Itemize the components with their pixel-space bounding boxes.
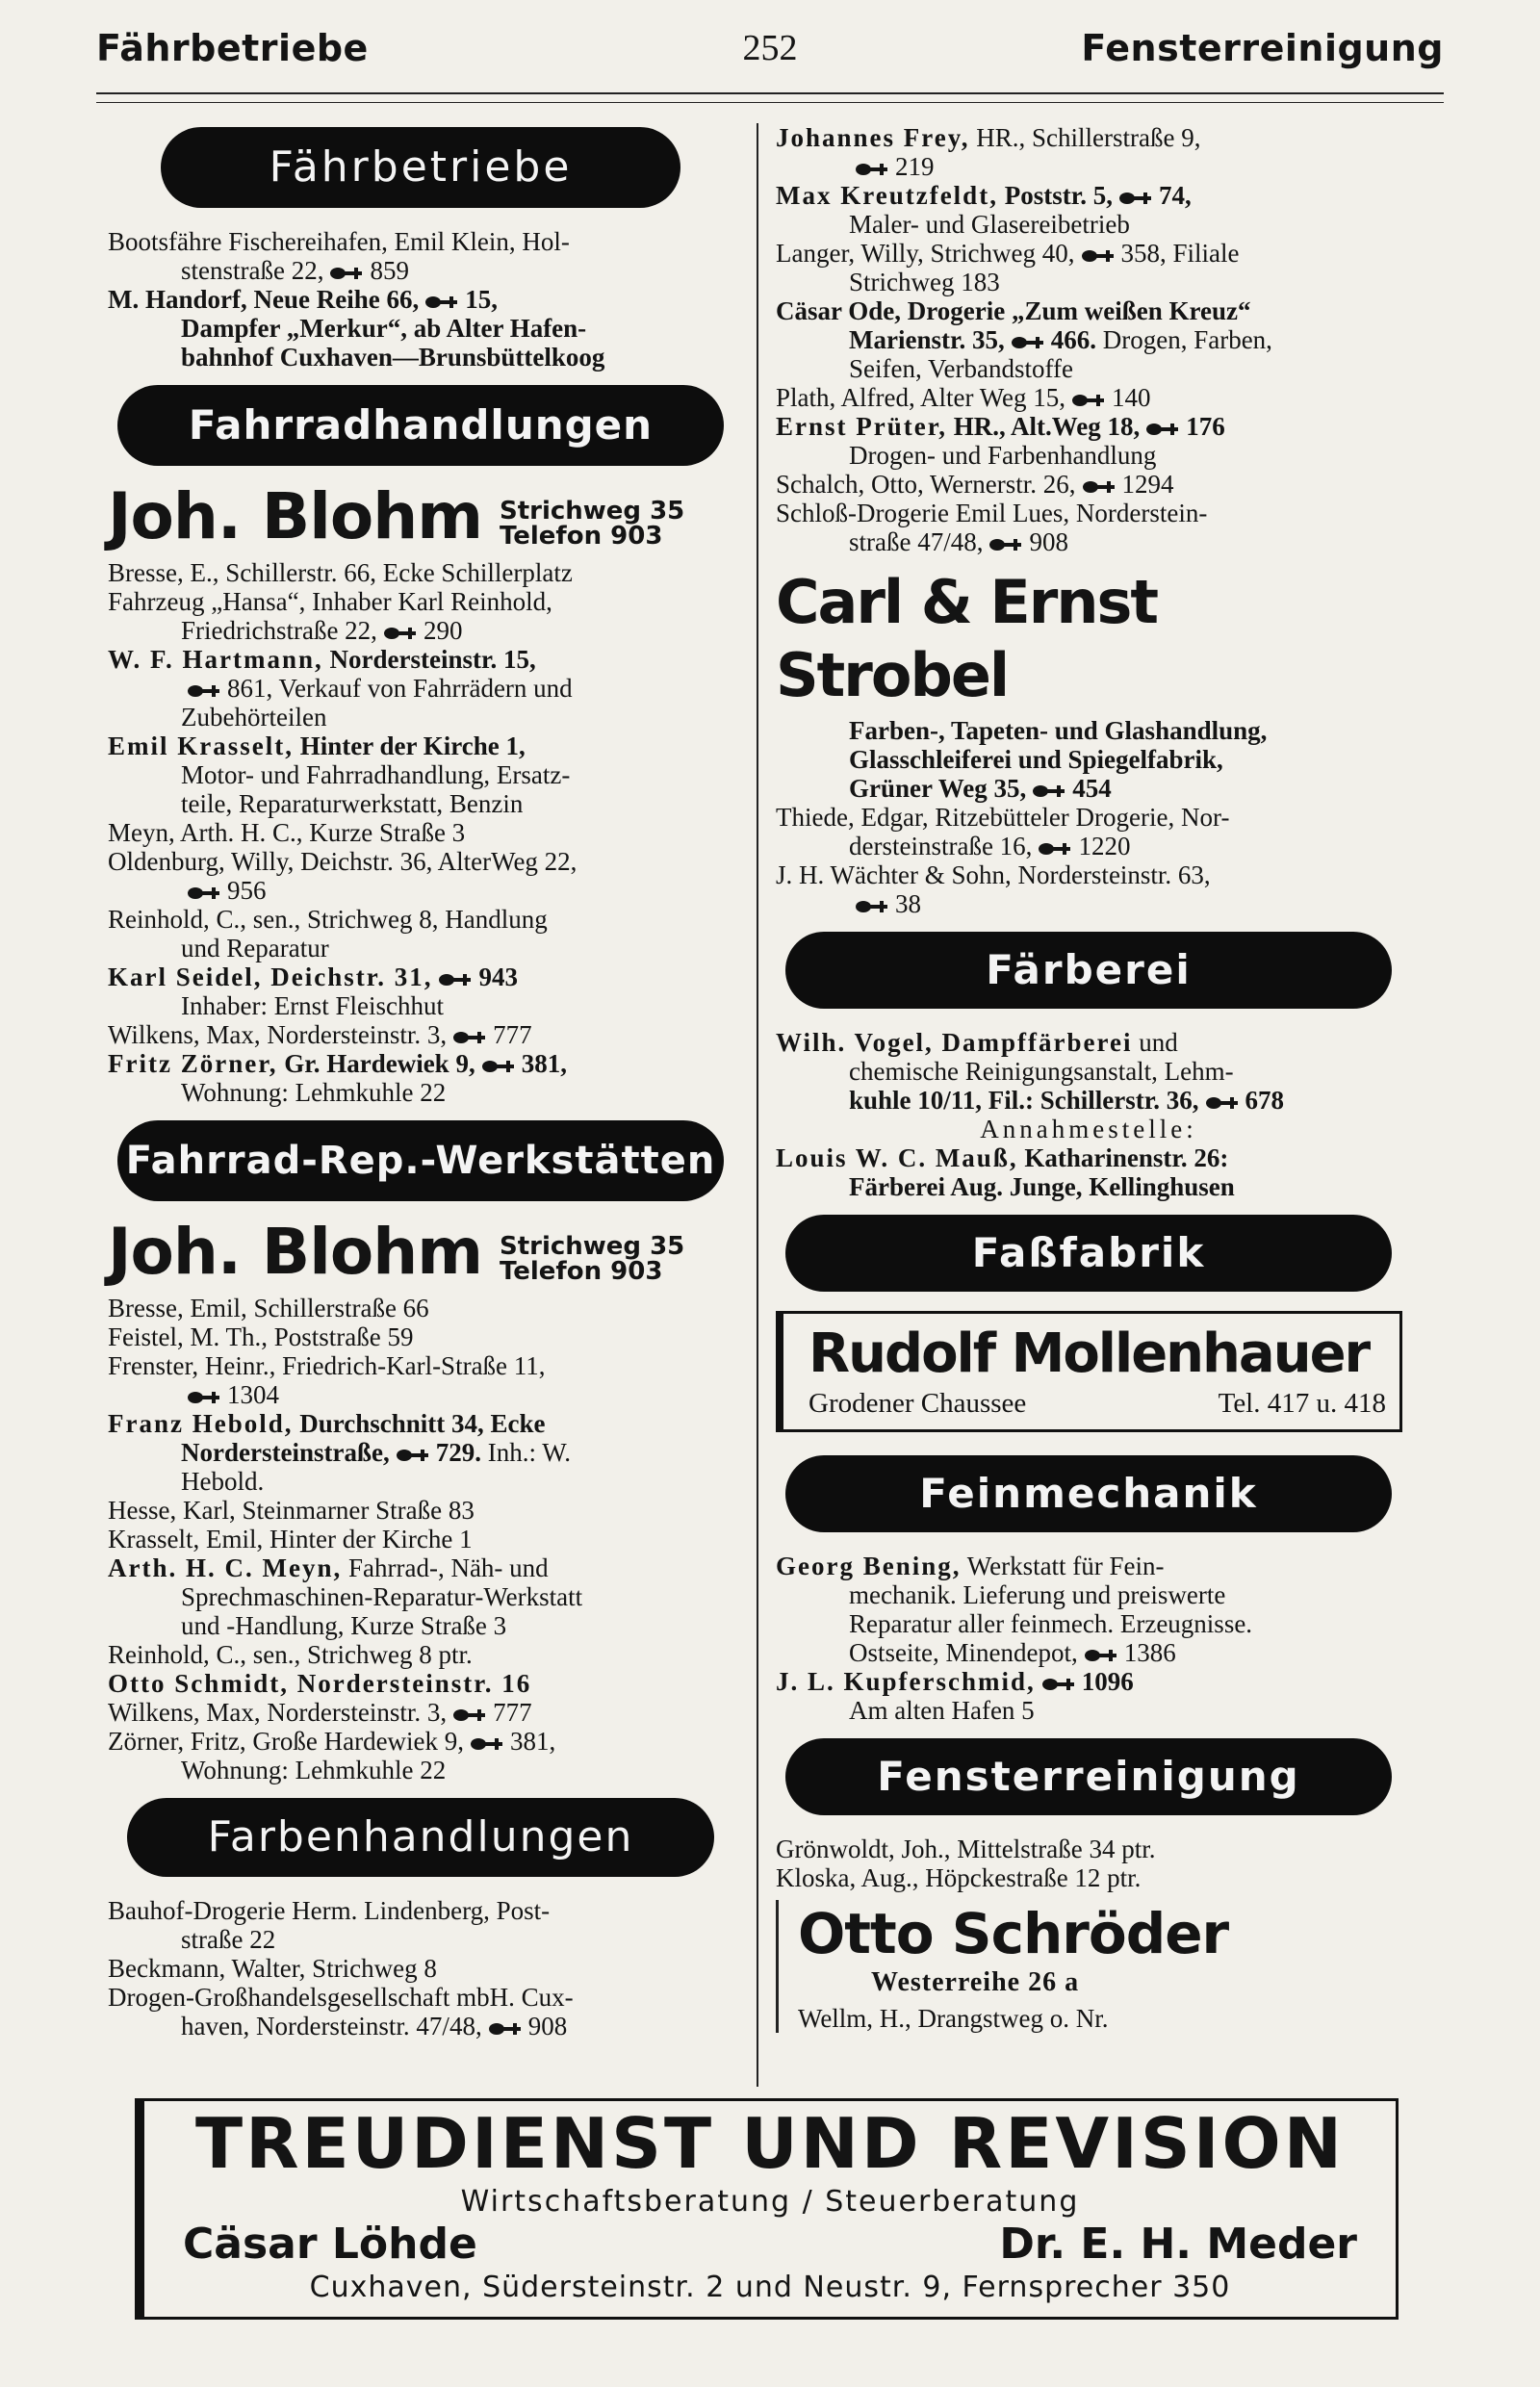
telephone-icon	[452, 1708, 487, 1722]
section-banner-feinmechanik: Feinmechanik	[785, 1455, 1392, 1532]
header-rule-thin	[96, 102, 1444, 103]
telephone-icon	[481, 1060, 516, 1073]
list-item: 1304	[108, 1380, 733, 1409]
header-left: Fährbetriebe	[96, 27, 369, 69]
section-banner-farbenhandlungen: Farbenhandlungen	[127, 1798, 714, 1877]
list-item: Bresse, Emil, Schillerstraße 66	[108, 1294, 429, 1322]
list-item: Drogen-Großhandelsgesellschaft mbH. Cux-	[108, 1983, 574, 2012]
header-rule	[96, 92, 1444, 94]
list-item: Meyn, Arth. H. C., Kurze Straße 3	[108, 818, 466, 847]
page-number: 252	[742, 28, 798, 68]
advert-treudienst	[135, 2098, 1399, 2320]
list-item: und Reparatur	[181, 934, 329, 962]
list-item: Bootsfähre Fischereihafen, Emil Klein, Hol-	[108, 227, 570, 256]
list-item: mechanik. Lieferung und preiswerte	[849, 1580, 1226, 1609]
list-item: Zubehörteilen	[181, 703, 327, 732]
telephone-icon	[383, 627, 418, 640]
list-item: Am alten Hafen 5	[849, 1696, 1035, 1725]
telephone-icon	[855, 900, 889, 913]
running-header	[96, 27, 1444, 85]
list-item: Max Kreutzfeldt, Poststr. 5, 74,	[776, 181, 1192, 210]
list-item: Oldenburg, Willy, Deichstr. 36, AlterWeg 22,	[108, 847, 578, 876]
list-item: Frenster, Heinr., Friedrich-Karl-Straße 11,	[108, 1351, 546, 1380]
list-item: Reinhold, C., sen., Strichweg 8, Handlung	[108, 905, 548, 934]
telephone-icon	[1071, 394, 1106, 407]
list-item: Annahmestelle:	[980, 1115, 1197, 1143]
column-divider	[757, 123, 758, 2087]
list-item: Plath, Alfred, Alter Weg 15, 140	[776, 383, 1151, 412]
advert-name: Otto Schröder	[798, 1901, 1229, 1966]
list-item: 956	[108, 876, 733, 905]
list-item: Bauhof-Drogerie Herm. Lindenberg, Post-	[108, 1896, 551, 1925]
advert-subtitle: Wirtschaftsberatung / Steuerberatung	[460, 2185, 1080, 2219]
list-item: J. H. Wächter & Sohn, Nordersteinstr. 63,	[776, 860, 1211, 889]
advert-blohm	[108, 479, 733, 553]
list-item: Seifen, Verbandstoffe	[849, 354, 1073, 383]
list-item: Färberei Aug. Junge, Kellinghusen	[849, 1172, 1235, 1201]
telephone-icon	[452, 1031, 487, 1044]
telephone-icon	[438, 973, 473, 987]
list-item: Friedrichstraße 22, 290	[181, 616, 463, 645]
telephone-icon	[396, 1449, 430, 1462]
list-item: Reparatur aller feinmech. Erzeugnisse.	[849, 1609, 1253, 1638]
section-banner-fahrrad-rep: Fahrrad-Rep.-Werkstätten	[117, 1120, 724, 1201]
list-item: Inhaber: Ernst Fleischhut	[181, 991, 444, 1020]
list-item: teile, Reparaturwerkstatt, Benzin	[181, 789, 524, 818]
telephone-icon	[470, 1737, 504, 1751]
list-item: Franz Hebold, Durchschnitt 34, Ecke	[108, 1409, 546, 1438]
list-item: und -Handlung, Kurze Straße 3	[181, 1611, 507, 1640]
list-item: 861, Verkauf von Fahrrädern und	[108, 674, 733, 703]
list-item: Johannes Frey, HR., Schillerstraße 9,	[776, 123, 1201, 152]
list-item: Grüner Weg 35, 454	[849, 774, 1112, 803]
telephone-icon	[1041, 1678, 1076, 1691]
advert-partner-2: Dr. E. H. Meder	[999, 2220, 1357, 2269]
telephone-icon	[1038, 842, 1072, 856]
list-item: J. L. Kupferschmid, 1096	[776, 1667, 1134, 1696]
list-item: Louis W. C. Mauß, Katharinenstr. 26:	[776, 1143, 1229, 1172]
list-item: Fritz Zörner, Gr. Hardewiek 9, 381,	[108, 1049, 567, 1078]
telephone-icon	[855, 163, 889, 176]
list-item: Wohnung: Lehmkuhle 22	[181, 1078, 447, 1107]
list-item: Hebold.	[181, 1467, 265, 1496]
header-right: Fensterreinigung	[1081, 27, 1444, 69]
advert-title: TREUDIENST UND REVISION	[194, 2103, 1346, 2184]
list-item: Marienstr. 35, 466. Drogen, Farben,	[849, 325, 1272, 354]
list-item: Drogen- und Farbenhandlung	[849, 441, 1157, 470]
list-item: Strichweg 183	[849, 268, 1000, 296]
advert-name: Joh. Blohm	[108, 1215, 482, 1289]
list-item: Krasselt, Emil, Hinter der Kirche 1	[108, 1525, 473, 1553]
list-item: Wilkens, Max, Nordersteinstr. 3, 777	[108, 1020, 532, 1049]
list-item: straße 22	[181, 1925, 276, 1954]
list-item: Beckmann, Walter, Strichweg 8	[108, 1954, 437, 1983]
list-item: straße 47/48, 908	[849, 527, 1068, 556]
list-item: Otto Schmidt, Nordersteinstr. 16	[108, 1669, 532, 1698]
telephone-icon	[187, 886, 221, 900]
telephone-icon	[1082, 480, 1116, 494]
list-item: Feistel, M. Th., Poststraße 59	[108, 1322, 414, 1351]
list-item: dersteinstraße 16, 1220	[849, 832, 1131, 860]
advert-strobel: Carl & Ernst Strobel	[776, 567, 1158, 710]
list-item: kuhle 10/11, Fil.: Schillerstr. 36, 678	[849, 1086, 1285, 1115]
list-item: Wohnung: Lehmkuhle 22	[181, 1756, 447, 1784]
right-column	[776, 123, 1401, 2039]
list-item: Farben-, Tapeten- und Glashandlung,	[849, 716, 1268, 745]
section-banner-fassfabrik: Faßfabrik	[785, 1215, 1392, 1292]
telephone-icon	[1118, 192, 1153, 205]
list-item: Ostseite, Minendepot, 1386	[849, 1638, 1176, 1667]
left-column	[108, 123, 733, 2040]
list-item: Langer, Willy, Strichweg 40, 358, Filiale	[776, 239, 1240, 268]
advert-contact: Strichweg 35 Telefon 903	[499, 497, 685, 551]
advert-blohm	[108, 1215, 733, 1289]
telephone-icon	[1084, 1649, 1118, 1662]
advert-schroeder	[776, 1900, 1401, 2033]
list-item: Maler- und Glasereibetrieb	[849, 210, 1130, 239]
section-banner-faehrbetriebe: Fährbetriebe	[161, 127, 680, 208]
section-banner-faerberei: Färberei	[785, 932, 1392, 1009]
advert-address: Cuxhaven, Südersteinstr. 2 und Neustr. 9, Fernsprecher 350	[309, 2271, 1231, 2304]
telephone-icon	[329, 267, 364, 280]
telephone-icon	[1032, 784, 1066, 798]
list-item: Karl Seidel, Deichstr. 31, 943	[108, 962, 518, 991]
list-item: Dampfer „Merkur“, ab Alter Hafen-	[181, 314, 587, 343]
telephone-icon	[187, 1391, 221, 1404]
list-item: Wilh. Vogel, Dampffärberei und	[776, 1028, 1178, 1057]
advert-name: Rudolf Mollenhauer	[808, 1322, 1370, 1385]
list-item: Kloska, Aug., Höpckestraße 12 ptr.	[776, 1863, 1142, 1892]
list-item: Schloß-Drogerie Emil Lues, Norderstein-	[776, 499, 1208, 527]
list-item: 38	[776, 889, 1401, 918]
advert-address: Westerreihe 26 a	[871, 1967, 1080, 1997]
list-item: W. F. Hartmann, Nordersteinstr. 15,	[108, 645, 536, 674]
list-item: Wellm, H., Drangstweg o. Nr.	[798, 2004, 1109, 2033]
list-item: haven, Nordersteinstr. 47/48, 908	[181, 2012, 568, 2040]
list-item: Arth. H. C. Meyn, Fahrrad-, Näh- und	[108, 1553, 549, 1582]
telephone-icon	[1081, 249, 1116, 263]
list-item: Emil Krasselt, Hinter der Kirche 1,	[108, 732, 526, 760]
list-item: stenstraße 22, 859	[181, 256, 409, 285]
list-item: M. Handorf, Neue Reihe 66, 15,	[108, 285, 498, 314]
list-item: Reinhold, C., sen., Strichweg 8 ptr.	[108, 1640, 473, 1669]
telephone-icon	[424, 295, 459, 309]
list-item: Motor- und Fahrradhandlung, Ersatz-	[181, 760, 571, 789]
advert-mollenhauer	[776, 1311, 1402, 1432]
list-item: Zörner, Fritz, Große Hardewiek 9, 381,	[108, 1727, 556, 1756]
list-item: Fahrzeug „Hansa“, Inhaber Karl Reinhold,	[108, 587, 552, 616]
list-item: Ernst Prüter, HR., Alt.Weg 18, 176	[776, 412, 1225, 441]
telephone-icon	[988, 538, 1023, 552]
advert-contact: Strichweg 35 Telefon 903	[499, 1232, 685, 1286]
telephone-icon	[1145, 423, 1180, 436]
advert-partner-1: Cäsar Löhde	[183, 2220, 477, 2269]
list-item: 219	[776, 152, 1401, 181]
advert-contact: Grodener Chaussee Tel. 417 u. 418	[808, 1388, 1386, 1419]
section-banner-fensterreinigung: Fensterreinigung	[785, 1738, 1392, 1815]
list-item: bahnhof Cuxhaven—Brunsbüttelkoog	[181, 343, 605, 372]
list-item: Glasschleiferei und Spiegelfabrik,	[849, 745, 1223, 774]
list-item: Sprechmaschinen-Reparatur-Werkstatt	[181, 1582, 583, 1611]
telephone-icon	[488, 2022, 523, 2036]
advert-name: Joh. Blohm	[108, 479, 482, 553]
list-item: Thiede, Edgar, Ritzebütteler Drogerie, Nor-	[776, 803, 1230, 832]
list-item: Schalch, Otto, Wernerstr. 26, 1294	[776, 470, 1174, 499]
list-item: Hesse, Karl, Steinmarner Straße 83	[108, 1496, 475, 1525]
telephone-icon	[1011, 336, 1045, 349]
list-item: Georg Bening, Werkstatt für Fein-	[776, 1552, 1165, 1580]
telephone-icon	[187, 684, 221, 698]
telephone-icon	[1205, 1096, 1240, 1110]
list-item: Nordersteinstraße, 729. Inh.: W.	[181, 1438, 571, 1467]
list-item: chemische Reinigungsanstalt, Lehm-	[849, 1057, 1234, 1086]
section-banner-fahrradhandlungen: Fahrradhandlungen	[117, 385, 724, 466]
list-item: Bresse, E., Schillerstr. 66, Ecke Schillerplatz	[108, 558, 573, 587]
list-item: Grönwoldt, Joh., Mittelstraße 34 ptr.	[776, 1835, 1156, 1863]
list-item: Cäsar Ode, Drogerie „Zum weißen Kreuz“	[776, 296, 1251, 325]
list-item: Wilkens, Max, Nordersteinstr. 3, 777	[108, 1698, 532, 1727]
